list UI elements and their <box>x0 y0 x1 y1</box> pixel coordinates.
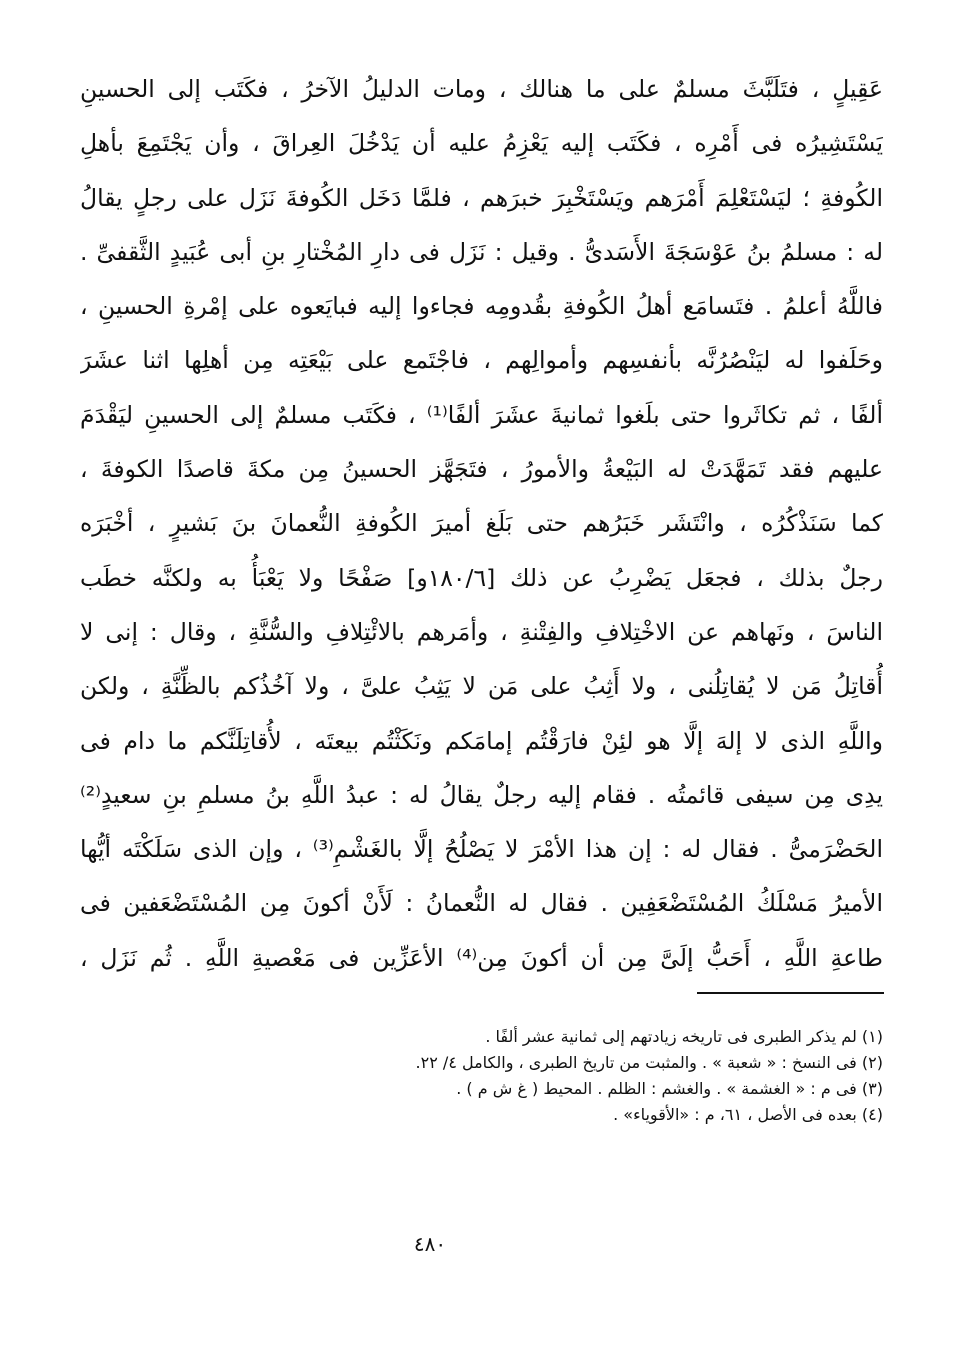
main-text <box>80 62 883 985</box>
text-line: أُقاتِلُ مَن لا يُقاتِلُنى ، ولا أَثِبُ على مَن لا يَثِبُ علىَّ ، ولا آخُذُكم بالظِّنَّةِ ، ولكن <box>80 672 883 701</box>
footnote-divider <box>697 992 884 994</box>
text-line: فاللَّهُ أعلمُ . فتَسامَع أهلُ الكُوفةِ بقُدومِه فجاءوا إليه فبايَعوه على إمْرةِ الحسينِ ، <box>80 292 883 321</box>
text-line: عَقِيلٍ ، فتَلَبَّثَ مسلمٌ على ما هنالك ، ومات الدليلُ الآخرُ ، فكَتَب إلى الحسينِ <box>80 75 883 103</box>
page-number: ٤٨٠ <box>413 1232 447 1256</box>
text-line: الحَضْرَمىُّ . فقال له : إن هذا الأمْرَ لا يَصْلُحُ إلَّا بالغَشْمِ⁽³⁾ ، وإن الذى سَلَكْتَه أيُّها <box>80 835 883 864</box>
footnote: (١) لم يذكر الطبرى فى تاريخه زيادتهم إلى ثمانية عشر ألفًا . <box>485 1027 883 1046</box>
text-line: يَسْتَشِيرُه فى أَمْرِه ، فكَتَب إليه يَعْزِمُ عليه أن يَدْخُلَ العِراقَ ، وأن يَجْتَمِعَ بأهلِ <box>80 129 883 158</box>
text-line: له : مسلمُ بنُ عَوْسَجَةَ الأَسَدىُّ . وقيل : نَزَل فى دارِ المُخْتارِ بنِ أبى عُبَيدٍ الثَّقفىِّ . <box>80 237 883 266</box>
footnotes <box>100 1024 883 1128</box>
text-line: الكُوفةِ ؛ ليَسْتَعْلِمَ أَمْرَهم ويَسْتَخْبِرَ خبرَهم ، فلمَّا دَخَل الكُوفةَ نَزَل على رجلٍ يقالُ <box>80 183 883 212</box>
footnote: (٢) فى النسخ : « شعبة » . والمثبت من تاريخ الطبرى ، والكامل ٤/ ٢٢. <box>415 1053 883 1072</box>
text-line: طاعةِ اللَّهِ ، أَحَبُّ إلَىَّ مِن أن أكونَ مِن⁽⁴⁾ الأعَزِّين فى مَعْصيةِ اللَّهِ . ثُم نَزَل ، <box>80 943 883 972</box>
text-line: وحَلَفوا له ليَنْصُرُنَّه بأنفسِهم وأموالِهم ، فاجْتَمع على بَيْعَتِه مِن أهلِها اثنا عشَرَ <box>80 346 883 375</box>
text-line: واللَّهِ الذى لا إلهَ إلَّا هو لئِنْ فارَقْتُم إمامَكم ونَكَثْتُم بيعتَه ، لأُقاتِلَنَّكم ما دام فى <box>80 726 883 755</box>
footnote: (٤) بعده فى الأصل ، ٦١، م : «الأقوياء» . <box>613 1105 883 1124</box>
text-line: ألفًا ، ثم تكاثَروا حتى بلَغوا ثمانيةَ عشَرَ ألفًا⁽¹⁾ ، فكَتَب مسلمٌ إلى الحسينِ ليَقْدَمَ <box>80 400 883 429</box>
text-line: رجلٌ بذلك ، فجعَل يَضْرِبُ عن ذلك [١٨٠/٦و] صَفْحًا ولا يَعْبَأُ به ولكنَّه خطَب <box>80 563 883 592</box>
footnote: (٣) فى م : « الغشمة » . والغشم : الظلم . المحيط ( غ ش م ) . <box>456 1079 883 1098</box>
text-line: عليهم فقد تَمَهَّدَتْ له البَيْعةُ والأمورُ ، فتَجَهَّز الحسينُ مِن مكةَ قاصدًا الكوفةَ ، <box>80 455 883 484</box>
text-line: الناسَ ، ونَهاهم عن الاخْتِلافِ والفِتْنةِ ، وأمَرهم بالائْتِلافِ والسُّنَّةِ ، وقال : إنى لا <box>80 617 883 646</box>
text-line: كما سَنَذْكُرُه ، وانْتَشَر خَبَرُهم حتى بَلَغ أميرَ الكُوفةِ النُّعمانَ بنَ بَشيرٍ ، أخْبَرَه <box>80 509 883 538</box>
text-line: الأميرُ مَسْلَكُ المُسْتَضْعَفِين . فقال له النُّعمانُ : لَأَنْ أكونَ مِن المُسْتَضْعَفين فى <box>80 889 883 918</box>
text-line: يدِى مِن سيفى قائمتُه . فقام إليه رجلٌ يقالُ له : عبدُ اللَّهِ بنُ مسلمِ بنِ سعيدٍ⁽²⁾ <box>80 780 883 809</box>
